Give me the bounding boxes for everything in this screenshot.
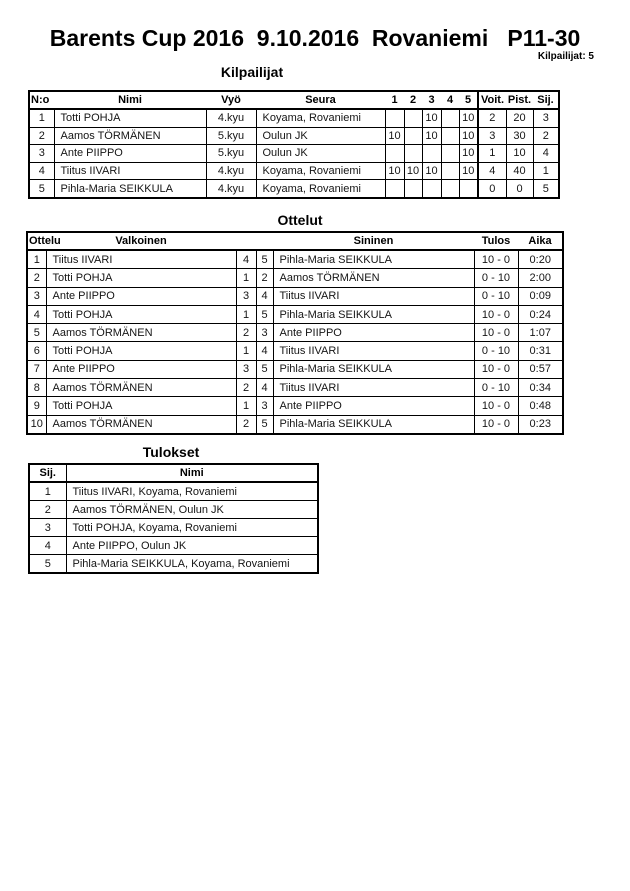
ottelut-header-row: [27, 232, 563, 250]
competitor-belt: 5.kyu: [206, 145, 256, 163]
table-row: [29, 180, 559, 198]
result-placement: 5: [29, 555, 66, 574]
points-count: 0: [506, 180, 533, 198]
wins-count: 0: [478, 180, 506, 198]
table-row: [27, 397, 563, 415]
match-number: 8: [27, 379, 46, 397]
header-result: Tulos: [474, 232, 518, 250]
match-time: 0:23: [518, 415, 563, 434]
header-club: Seura: [256, 91, 385, 109]
match-time: 0:09: [518, 287, 563, 305]
match-time: 1:07: [518, 324, 563, 342]
match-time: 0:24: [518, 305, 563, 323]
placement: 1: [533, 162, 559, 180]
table-row: [29, 501, 318, 519]
match-time: 0:48: [518, 397, 563, 415]
header-round-2: 2: [404, 91, 422, 109]
competitor-number: 3: [29, 145, 54, 163]
match-result: 10 - 0: [474, 305, 518, 323]
wins-count: 3: [478, 127, 506, 145]
white-competitor-number: 1: [236, 397, 256, 415]
competitor-belt: 4.kyu: [206, 109, 256, 127]
competitor-belt: 5.kyu: [206, 127, 256, 145]
score-vs-2: 10: [404, 162, 422, 180]
placement: 3: [533, 109, 559, 127]
header-white: Valkoinen: [46, 232, 236, 250]
table-row: [29, 537, 318, 555]
table-row: [27, 287, 563, 305]
white-competitor-name: Totti POHJA: [46, 342, 236, 360]
score-vs-3: 10: [422, 109, 441, 127]
blue-competitor-number: 5: [256, 305, 273, 323]
wins-count: 4: [478, 162, 506, 180]
kilpailijat-section-heading: Kilpailijat: [220, 64, 284, 80]
blue-competitor-name: Pihla-Maria SEIKKULA: [273, 250, 474, 269]
blue-competitor-name: Ante PIIPPO: [273, 324, 474, 342]
score-vs-1: 10: [385, 127, 404, 145]
match-time: 2:00: [518, 269, 563, 287]
header-round-3: 3: [422, 91, 441, 109]
match-result: 10 - 0: [474, 360, 518, 378]
tulokset-table: [28, 463, 319, 574]
match-time: 0:34: [518, 379, 563, 397]
match-result: 10 - 0: [474, 250, 518, 269]
blue-competitor-number: 3: [256, 397, 273, 415]
header-placement: Sij.: [29, 464, 66, 482]
blue-competitor-number: 2: [256, 269, 273, 287]
table-row: [27, 342, 563, 360]
competitor-name: Aamos TÖRMÄNEN: [54, 127, 206, 145]
table-row: [27, 379, 563, 397]
header-name: Nimi: [54, 91, 206, 109]
competitor-name: Pihla-Maria SEIKKULA: [54, 180, 206, 198]
competitor-number: 1: [29, 109, 54, 127]
score-vs-2: [404, 109, 422, 127]
competitor-number: 5: [29, 180, 54, 198]
result-competitor-name: Ante PIIPPO, Oulun JK: [66, 537, 318, 555]
white-competitor-number: 2: [236, 415, 256, 434]
placement: 2: [533, 127, 559, 145]
match-time: 0:20: [518, 250, 563, 269]
ottelut-section-heading: Ottelut: [277, 212, 323, 228]
white-competitor-number: 1: [236, 342, 256, 360]
blue-competitor-name: Pihla-Maria SEIKKULA: [273, 415, 474, 434]
blue-competitor-name: Aamos TÖRMÄNEN: [273, 269, 474, 287]
match-time: 0:57: [518, 360, 563, 378]
header-belt: Vyö: [206, 91, 256, 109]
match-result: 0 - 10: [474, 342, 518, 360]
points-count: 40: [506, 162, 533, 180]
header-time: Aika: [518, 232, 563, 250]
result-competitor-name: Pihla-Maria SEIKKULA, Koyama, Rovaniemi: [66, 555, 318, 574]
competitor-name: Ante PIIPPO: [54, 145, 206, 163]
match-number: 6: [27, 342, 46, 360]
blue-competitor-name: Tiitus IIVARI: [273, 342, 474, 360]
score-vs-3: 10: [422, 127, 441, 145]
header-wins: Voit.: [478, 91, 506, 109]
kilpailijat-table: [28, 90, 560, 199]
competitor-name: Totti POHJA: [54, 109, 206, 127]
score-vs-2: [404, 145, 422, 163]
match-number: 1: [27, 250, 46, 269]
match-result: 0 - 10: [474, 379, 518, 397]
blue-competitor-number: 3: [256, 324, 273, 342]
competitor-club: Koyama, Rovaniemi: [256, 109, 385, 127]
competitor-name: Tiitus IIVARI: [54, 162, 206, 180]
score-vs-5: 10: [459, 109, 478, 127]
match-result: 10 - 0: [474, 415, 518, 434]
header-blue-number: [256, 232, 273, 250]
competitor-club: Koyama, Rovaniemi: [256, 180, 385, 198]
match-result: 0 - 10: [474, 287, 518, 305]
white-competitor-name: Ante PIIPPO: [46, 360, 236, 378]
header-points: Pist.: [506, 91, 533, 109]
tulokset-section-heading: Tulokset: [142, 444, 200, 460]
table-row: [27, 269, 563, 287]
blue-competitor-number: 4: [256, 287, 273, 305]
white-competitor-number: 3: [236, 360, 256, 378]
score-vs-3: [422, 180, 441, 198]
white-competitor-number: 4: [236, 250, 256, 269]
match-result: 10 - 0: [474, 324, 518, 342]
white-competitor-name: Ante PIIPPO: [46, 287, 236, 305]
wins-count: 2: [478, 109, 506, 127]
blue-competitor-number: 4: [256, 342, 273, 360]
score-vs-3: 10: [422, 162, 441, 180]
blue-competitor-number: 5: [256, 250, 273, 269]
blue-competitor-number: 5: [256, 360, 273, 378]
white-competitor-number: 1: [236, 305, 256, 323]
result-competitor-name: Tiitus IIVARI, Koyama, Rovaniemi: [66, 482, 318, 501]
blue-competitor-number: 4: [256, 379, 273, 397]
page-title: Barents Cup 2016 9.10.2016 Rovaniemi P11-30: [49, 25, 581, 51]
header-place: Sij.: [533, 91, 559, 109]
score-vs-4: [441, 109, 459, 127]
score-vs-5: 10: [459, 145, 478, 163]
header-round-5: 5: [459, 91, 478, 109]
score-vs-4: [441, 127, 459, 145]
match-result: 0 - 10: [474, 269, 518, 287]
blue-competitor-name: Pihla-Maria SEIKKULA: [273, 360, 474, 378]
white-competitor-number: 2: [236, 324, 256, 342]
blue-competitor-name: Ante PIIPPO: [273, 397, 474, 415]
points-count: 20: [506, 109, 533, 127]
result-competitor-name: Aamos TÖRMÄNEN, Oulun JK: [66, 501, 318, 519]
white-competitor-name: Tiitus IIVARI: [46, 250, 236, 269]
score-vs-1: [385, 180, 404, 198]
wins-count: 1: [478, 145, 506, 163]
score-vs-1: [385, 109, 404, 127]
match-number: 9: [27, 397, 46, 415]
score-vs-1: [385, 145, 404, 163]
score-vs-4: [441, 180, 459, 198]
table-row: [29, 555, 318, 574]
result-placement: 4: [29, 537, 66, 555]
match-number: 10: [27, 415, 46, 434]
competitor-number: 4: [29, 162, 54, 180]
table-row: [27, 250, 563, 269]
blue-competitor-number: 5: [256, 415, 273, 434]
score-vs-5: 10: [459, 127, 478, 145]
competitor-belt: 4.kyu: [206, 162, 256, 180]
white-competitor-number: 3: [236, 287, 256, 305]
match-number: 2: [27, 269, 46, 287]
header-no: N:o: [29, 91, 54, 109]
header-white-number: [236, 232, 256, 250]
match-time: 0:31: [518, 342, 563, 360]
placement: 4: [533, 145, 559, 163]
match-number: 3: [27, 287, 46, 305]
score-vs-5: 10: [459, 162, 478, 180]
white-competitor-name: Aamos TÖRMÄNEN: [46, 379, 236, 397]
placement: 5: [533, 180, 559, 198]
result-placement: 3: [29, 519, 66, 537]
white-competitor-name: Totti POHJA: [46, 397, 236, 415]
blue-competitor-name: Tiitus IIVARI: [273, 287, 474, 305]
blue-competitor-name: Pihla-Maria SEIKKULA: [273, 305, 474, 323]
result-placement: 1: [29, 482, 66, 501]
competitor-count-label: Kilpailijat: 5: [537, 51, 594, 62]
match-number: 7: [27, 360, 46, 378]
match-number: 5: [27, 324, 46, 342]
white-competitor-number: 2: [236, 379, 256, 397]
header-round-4: 4: [441, 91, 459, 109]
header-blue: Sininen: [273, 232, 474, 250]
score-vs-4: [441, 145, 459, 163]
table-row: [27, 415, 563, 434]
score-vs-3: [422, 145, 441, 163]
score-vs-4: [441, 162, 459, 180]
match-number: 4: [27, 305, 46, 323]
tulokset-header-row: [29, 464, 318, 482]
points-count: 30: [506, 127, 533, 145]
score-vs-2: [404, 180, 422, 198]
header-result-name: Nimi: [66, 464, 318, 482]
table-row: [29, 127, 559, 145]
blue-competitor-name: Tiitus IIVARI: [273, 379, 474, 397]
ottelut-table: [26, 231, 564, 435]
white-competitor-name: Totti POHJA: [46, 305, 236, 323]
competitor-number: 2: [29, 127, 54, 145]
result-placement: 2: [29, 501, 66, 519]
table-row: [27, 305, 563, 323]
header-match: Ottelu: [27, 232, 46, 250]
kilpailijat-header-row: [29, 91, 559, 109]
table-row: [29, 482, 318, 501]
score-vs-2: [404, 127, 422, 145]
result-competitor-name: Totti POHJA, Koyama, Rovaniemi: [66, 519, 318, 537]
table-row: [27, 360, 563, 378]
competitor-belt: 4.kyu: [206, 180, 256, 198]
competitor-club: Oulun JK: [256, 145, 385, 163]
table-row: [29, 109, 559, 127]
match-result: 10 - 0: [474, 397, 518, 415]
white-competitor-number: 1: [236, 269, 256, 287]
header-round-1: 1: [385, 91, 404, 109]
points-count: 10: [506, 145, 533, 163]
white-competitor-name: Totti POHJA: [46, 269, 236, 287]
score-vs-1: 10: [385, 162, 404, 180]
competitor-club: Oulun JK: [256, 127, 385, 145]
competitor-club: Koyama, Rovaniemi: [256, 162, 385, 180]
table-row: [29, 162, 559, 180]
table-row: [29, 145, 559, 163]
table-row: [27, 324, 563, 342]
table-row: [29, 519, 318, 537]
score-vs-5: [459, 180, 478, 198]
white-competitor-name: Aamos TÖRMÄNEN: [46, 324, 236, 342]
white-competitor-name: Aamos TÖRMÄNEN: [46, 415, 236, 434]
